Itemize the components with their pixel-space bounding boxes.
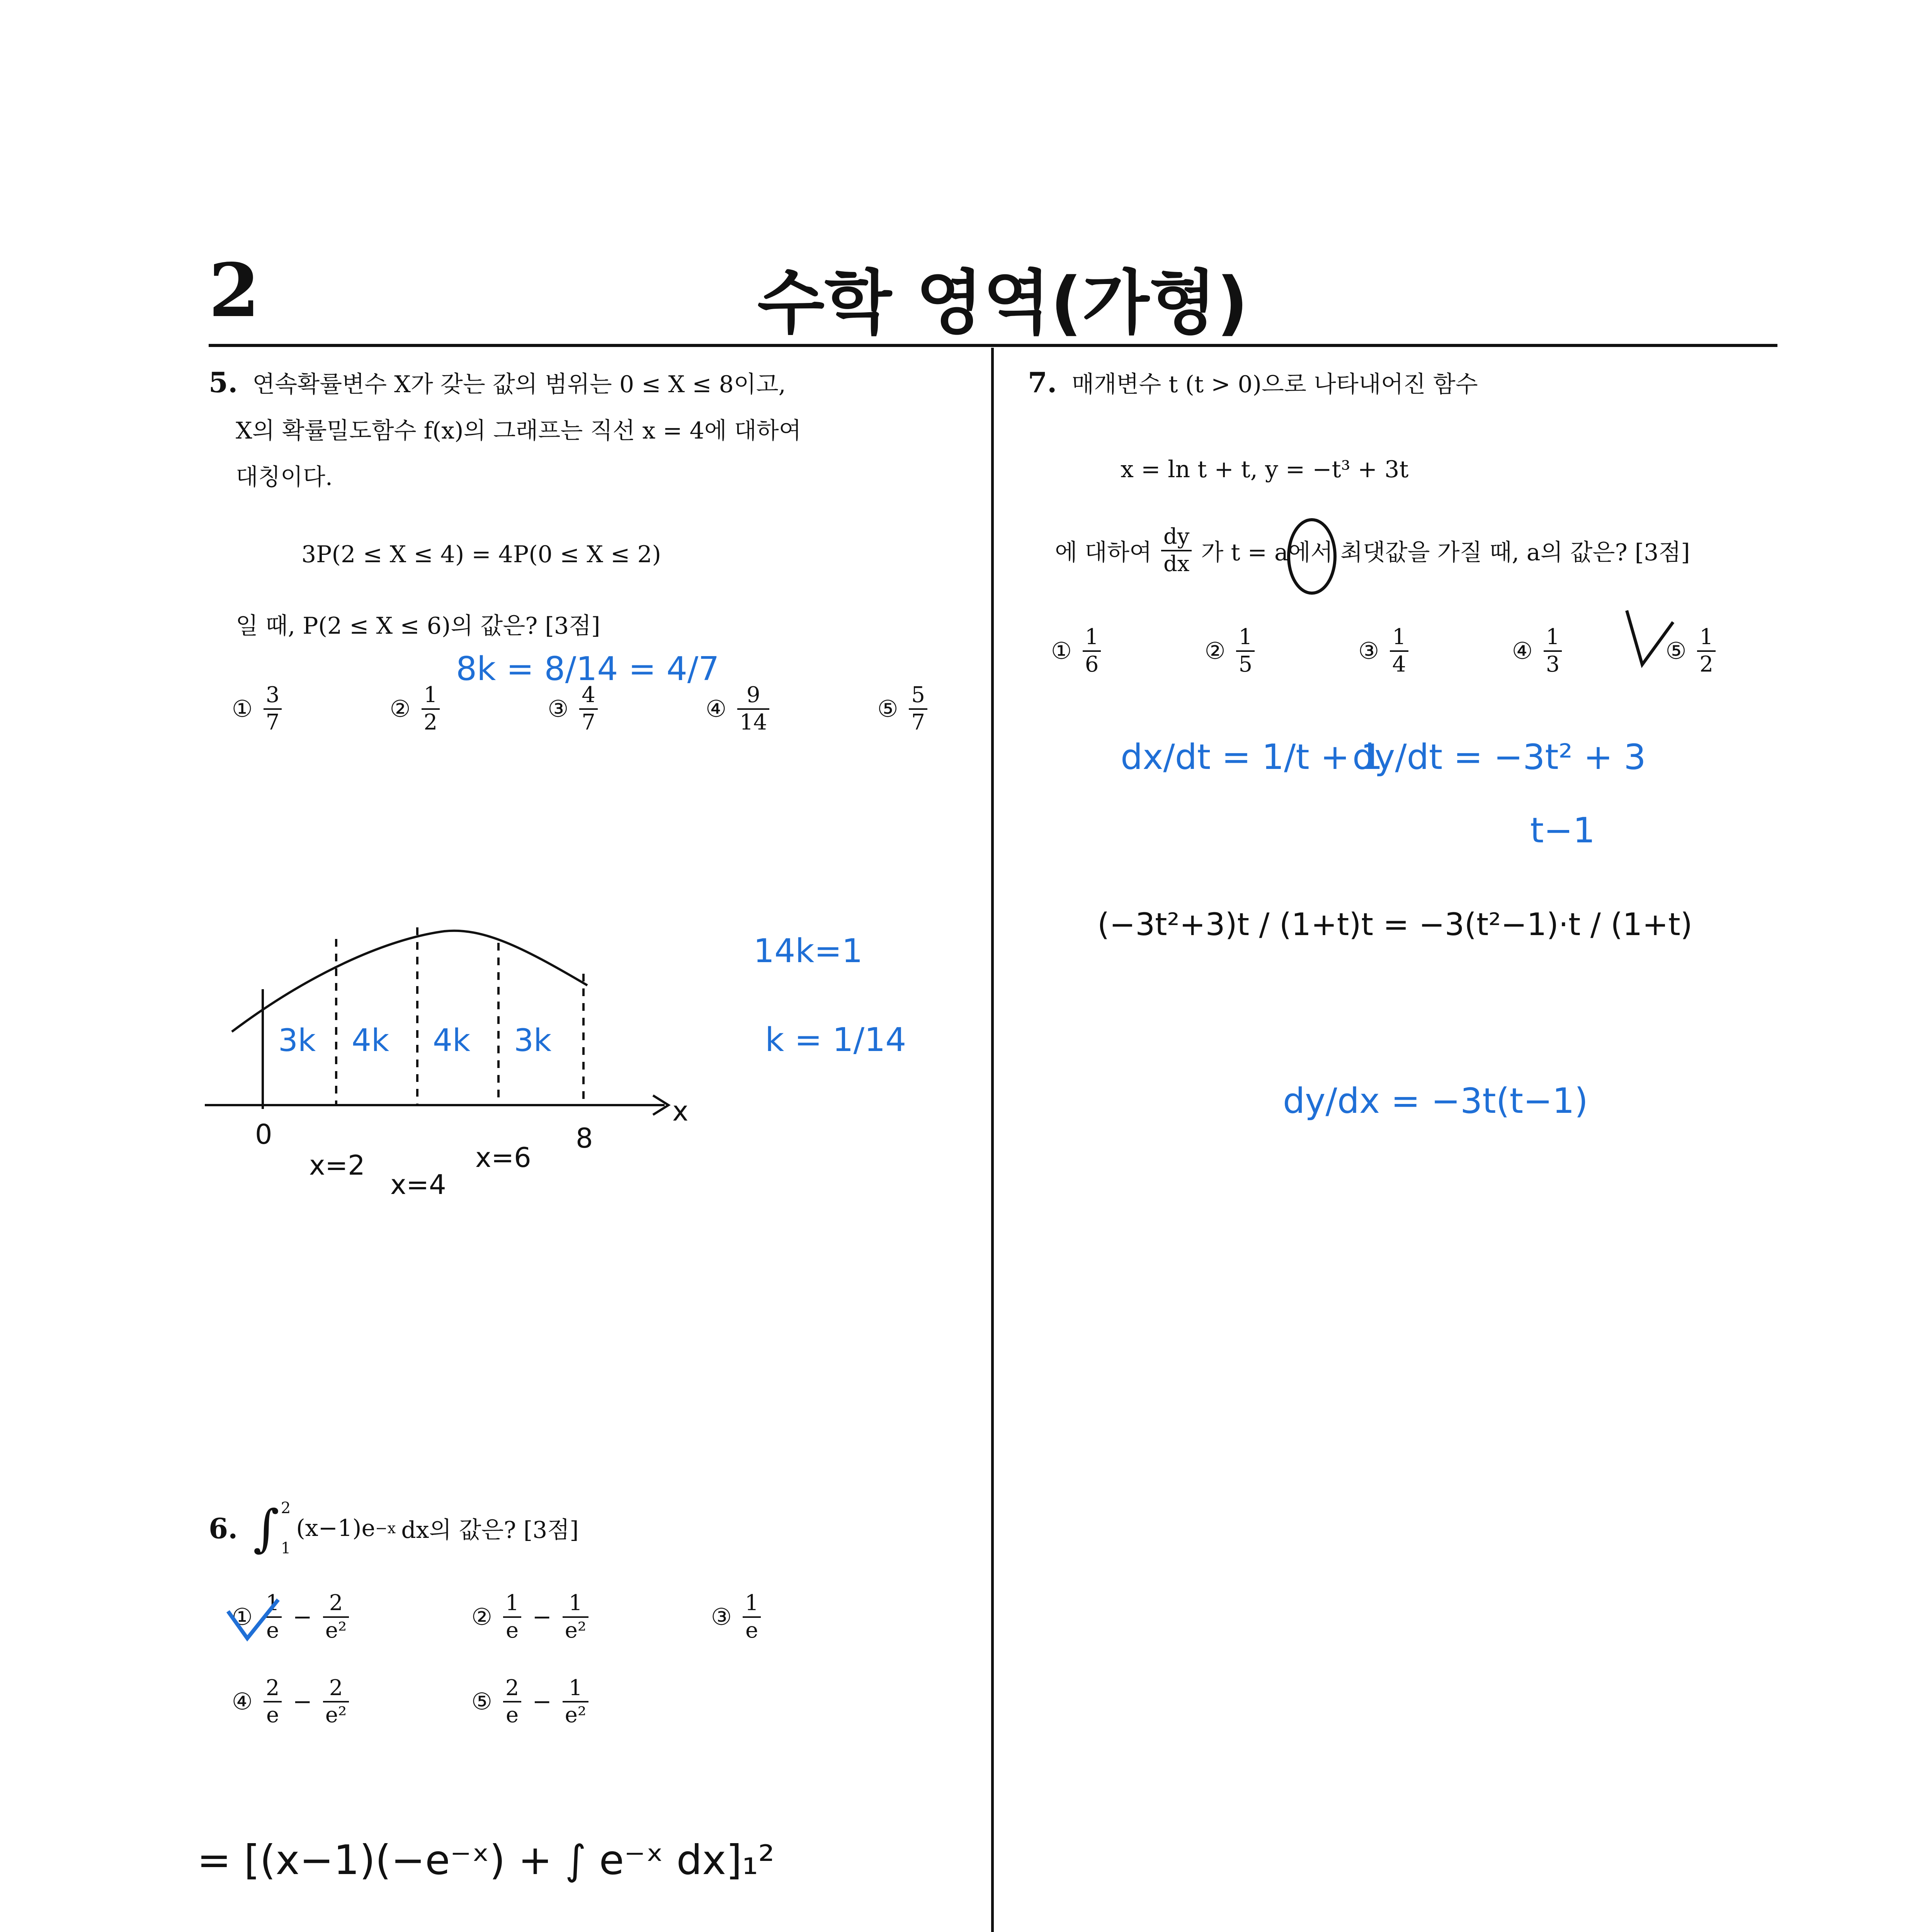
- fraction: $\frac{1}{2}$: [422, 684, 440, 734]
- k-equation-note: 8k = 8/14 = 4/7: [456, 650, 719, 688]
- choice-1[interactable]: ① $\frac{1}{e}$ − $\frac{2}{\text{e²}}$: [232, 1592, 471, 1642]
- question-number: 5.: [209, 366, 238, 399]
- choice-mark: ①: [232, 695, 253, 723]
- circle-mark: [1289, 520, 1335, 593]
- question-number: 7.: [1028, 366, 1057, 399]
- check-mark-icon: [1627, 611, 1673, 665]
- integrand: (x−1)e: [296, 1515, 375, 1542]
- derivative-note: dx/dt = 1/t + 1: [1121, 737, 1383, 777]
- choice-5[interactable]: ⑤ $\frac{2}{e}$ − $\frac{1}{\text{e²}}$: [471, 1677, 711, 1727]
- fraction: $\frac{4}{7}$: [579, 684, 598, 734]
- factor-note: t−1: [1530, 810, 1595, 851]
- integral-lower: 1: [281, 1539, 291, 1557]
- choice-mark: ③: [548, 695, 569, 723]
- region-label: 3k: [514, 1022, 552, 1058]
- choice-mark: ③: [711, 1603, 732, 1631]
- choice-mark: ②: [389, 695, 411, 723]
- k-value-note: k = 1/14: [765, 1021, 906, 1059]
- exponent: −x: [375, 1520, 396, 1537]
- question-text-line: 대칭이다.: [236, 464, 333, 491]
- choice-3[interactable]: ③ $\frac{1}{e}$: [711, 1592, 835, 1642]
- choice-mark: ⑤: [471, 1688, 492, 1716]
- fraction: $\frac{9}{14}$: [737, 684, 769, 734]
- q7-black-work: [1097, 906, 1692, 942]
- q5-condition-equation: 3P(2 ≤ X ≤ 4) = 4P(0 ≤ X ≤ 2): [301, 541, 661, 568]
- choice-5[interactable]: ⑤ $\frac{1}{2}$: [1666, 626, 1716, 676]
- axis-label: 8: [576, 1122, 593, 1154]
- work-line: = [(x−1)(−e⁻ˣ) + ∫ e⁻ˣ dx]₁²: [197, 1837, 775, 1884]
- fraction: $\frac{3}{7}$: [264, 684, 282, 734]
- question-text-line: X의 확률밀도함수 f(x)의 그래프는 직선 x = 4에 대하여: [236, 417, 801, 444]
- choice-mark: ④: [706, 695, 726, 723]
- integral-sign: ∫: [253, 1499, 279, 1558]
- q7-question-line: 에 대하여 $\frac{dy}{dx}$ 가 t = a에서 최댓값을 가질 때, a의 값은? [3점]: [1055, 524, 1690, 577]
- result-note: dy/dx = −3t(t−1): [1283, 1081, 1588, 1121]
- choice-1[interactable]: ① $\frac{1}{6}$: [1051, 626, 1101, 676]
- choice-mark: ②: [471, 1603, 492, 1631]
- q5-blue-notes: [278, 650, 906, 1059]
- q5-axis-labels: [255, 1095, 688, 1201]
- choice-2[interactable]: ② $\frac{1}{5}$: [1205, 626, 1255, 676]
- choice-2[interactable]: ② $\frac{1}{e}$ − $\frac{1}{\text{e²}}$: [471, 1592, 711, 1642]
- choice-mark: ⑤: [877, 695, 898, 723]
- q5-question-line: 일 때, P(2 ≤ X ≤ 6)의 값은? [3점]: [236, 612, 600, 639]
- choice-3[interactable]: ③ $\frac{1}{4}$: [1358, 626, 1408, 676]
- region-label: 3k: [278, 1022, 316, 1058]
- density-curve: [232, 931, 587, 1032]
- q6-question-tail: dx의 값은? [3점]: [401, 1517, 579, 1544]
- derivative-note: dy/dt = −3t² + 3: [1352, 737, 1646, 777]
- region-label: 4k: [352, 1022, 389, 1058]
- axis-label: x=2: [309, 1150, 365, 1181]
- question-number: 6.: [209, 1512, 238, 1545]
- page-number: 2: [209, 247, 260, 333]
- q5-sketch: [205, 927, 668, 1115]
- choice-mark: ①: [232, 1603, 253, 1631]
- choice-4[interactable]: ④ $\frac{2}{e}$ − $\frac{2}{\text{e²}}$: [232, 1677, 471, 1727]
- question-text-line: 매개변수 t (t > 0)으로 나타내어진 함수: [1071, 371, 1478, 398]
- q6-work: [197, 1837, 774, 1932]
- ratio-note: (−3t²+3)t / (1+t)t = −3(t²−1)·t / (1+t): [1097, 906, 1692, 942]
- question-text-line: 연속확률변수 X가 갖는 값의 범위는 0 ≤ X ≤ 8이고,: [252, 371, 786, 398]
- derivative-fraction: $\frac{dy}{dx}$: [1161, 526, 1192, 576]
- choice-mark: ④: [232, 1688, 253, 1716]
- axis-label: x: [672, 1095, 689, 1127]
- fraction: $\frac{5}{7}$: [909, 684, 927, 734]
- region-label: 4k: [433, 1022, 471, 1058]
- integral-upper: 2: [281, 1499, 291, 1517]
- sum-note: 14k=1: [753, 932, 863, 970]
- axis-label: 0: [255, 1119, 272, 1150]
- q7-equation: x = ln t + t, y = −t³ + 3t: [1121, 456, 1409, 483]
- axis-label: x=6: [475, 1142, 531, 1173]
- axis-label: x=4: [390, 1169, 446, 1201]
- subject-title: 수학 영역(가형): [757, 263, 1248, 344]
- check-mark-icon: [228, 1600, 278, 1638]
- choice-4[interactable]: ④ $\frac{1}{3}$: [1512, 626, 1562, 676]
